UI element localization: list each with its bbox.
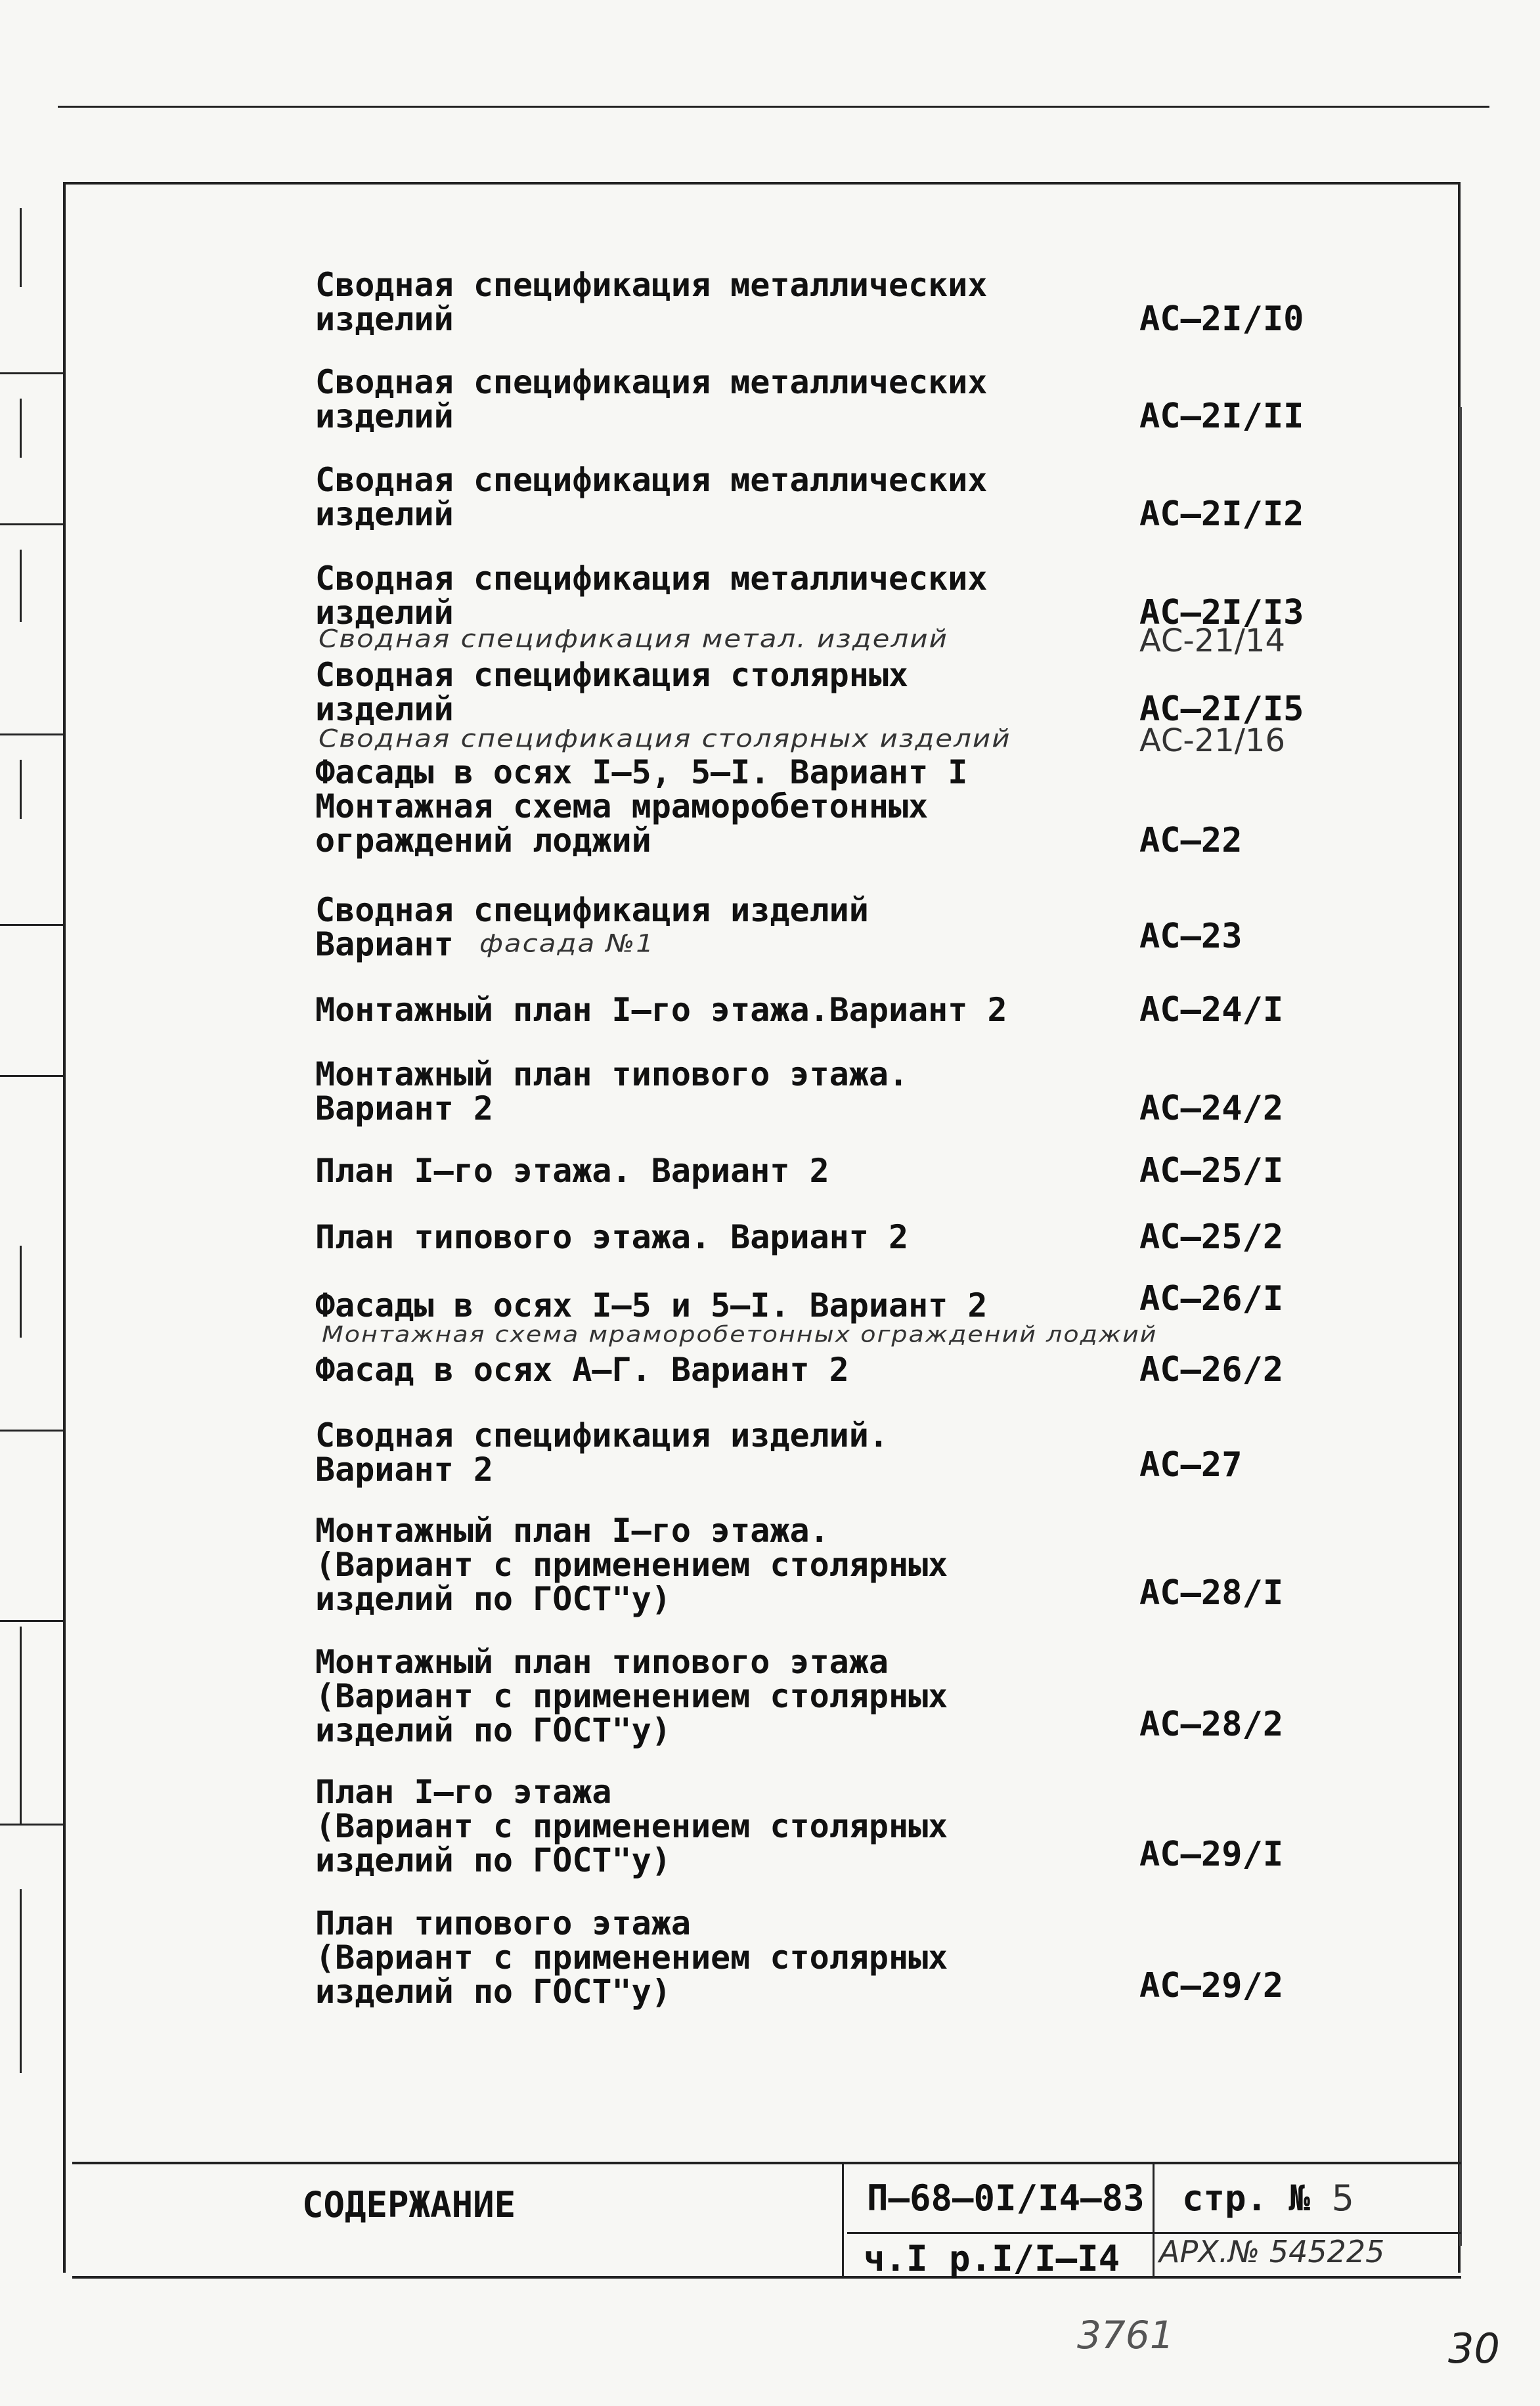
- entry-title: План типового этажа. Вариант 2: [315, 1218, 909, 1256]
- entry-code: АС–24/I: [1139, 990, 1284, 1030]
- document-code: П–68–0I/I4–83: [867, 2177, 1145, 2219]
- page-label: стр. №: [1182, 2177, 1311, 2219]
- list-item: [315, 1418, 1458, 1487]
- entry-title: Фасады в осях I–5 и 5–I. Вариант 2: [315, 1286, 988, 1324]
- entry-code: АС–27: [1139, 1445, 1243, 1485]
- list-item: [315, 561, 1458, 630]
- list-item: [315, 266, 1458, 339]
- title-block-divider: [1153, 2164, 1155, 2276]
- list-item: [315, 1906, 1458, 2009]
- entry-code: АС–2I/I5: [1139, 689, 1304, 729]
- entry-title: План типового этажа (Вариант с применением столярных изделий по ГОСТ"у): [315, 1904, 948, 2011]
- list-item: [315, 1514, 1458, 1616]
- entry-title: Монтажный план I–го этажа.Вариант 2: [315, 991, 1007, 1029]
- entry-code: АС–28/I: [1139, 1573, 1284, 1613]
- entry-title: Монтажный план I–го этажа. (Вариант с применением столярных изделий по ГОСТ"у): [315, 1512, 948, 1618]
- entry-code: АС–2I/II: [1139, 397, 1304, 436]
- entry-title: Сводная спецификация изделий Вариант: [315, 891, 869, 963]
- page-number: [1182, 2177, 1354, 2219]
- entry-title: Сводная спецификация металлических изделий: [315, 461, 988, 533]
- list-item: [315, 656, 1458, 729]
- entry-code: АС–29/I: [1139, 1835, 1284, 1874]
- entry-title: Сводная спецификация металлических изделий: [315, 363, 988, 435]
- handwritten-code: АС-21/14: [1139, 623, 1285, 659]
- list-item: [315, 1279, 1458, 1324]
- entry-title: Сводная спецификация металлических изделий: [315, 266, 988, 338]
- document-part: ч.I р.I/I–I4: [864, 2238, 1120, 2279]
- entry-title: Сводная спецификация столярных изделий: [315, 656, 909, 728]
- entry-code: АС–24/2: [1139, 1089, 1284, 1128]
- handwritten-note: Сводная спецификация столярных изделий: [319, 724, 1011, 753]
- entry-code: АС–25/I: [1139, 1151, 1284, 1191]
- title-block-divider: [842, 2164, 844, 2276]
- entry-title: План I–го этажа (Вариант с применением столярных изделий по ГОСТ"у): [315, 1773, 948, 1879]
- entry-code: АС–26/2: [1139, 1350, 1284, 1389]
- handwritten-code: АС-21/16: [1139, 722, 1285, 759]
- entry-code: АС–22: [1139, 821, 1243, 860]
- entry-title: Монтажный план типового этажа (Вариант с применением столярных изделий по ГОСТ"у): [315, 1643, 948, 1749]
- entry-code: АС–2I/I0: [1139, 299, 1304, 339]
- entry-code: АС–26/I: [1139, 1279, 1284, 1319]
- list-item: [315, 461, 1458, 534]
- list-item: [315, 755, 1458, 858]
- title-block: [72, 2162, 1461, 2279]
- entry-code: АС–28/2: [1139, 1705, 1284, 1744]
- list-item: [315, 1151, 1458, 1191]
- list-item: [315, 1217, 1458, 1257]
- handwritten-note: Сводная спецификация метал. изделий: [319, 624, 948, 653]
- handwritten-stamp-number: 3761: [1077, 2313, 1174, 2357]
- entry-title: Монтажный план типового этажа. Вариант 2: [315, 1055, 909, 1127]
- entry-title: Сводная спецификация металлических изделий: [315, 559, 988, 632]
- document-title: СОДЕРЖАНИЕ: [302, 2184, 516, 2225]
- handwritten-note: Монтажная схема мраморобетонных ограждений лоджий: [322, 1321, 1158, 1347]
- entry-code: АС–25/2: [1139, 1217, 1284, 1257]
- archive-number: АРХ.№ 545225: [1159, 2234, 1385, 2269]
- entry-title: Фасады в осях I–5, 5–I. Вариант I Монтажная схема мраморобетонных ограждений лоджий: [315, 753, 968, 860]
- list-item: [315, 1775, 1458, 1877]
- entry-code: АС–29/2: [1139, 1966, 1284, 2005]
- page-value: 5: [1331, 2177, 1354, 2219]
- list-item: [315, 1350, 1458, 1389]
- list-item: [315, 363, 1458, 436]
- list-item: [315, 990, 1458, 1030]
- entry-code: АС–2I/I3: [1139, 593, 1304, 632]
- entry-title: План I–го этажа. Вариант 2: [315, 1152, 829, 1190]
- entry-title: Сводная спецификация изделий. Вариант 2: [315, 1416, 889, 1489]
- entry-code: АС–2I/I2: [1139, 494, 1304, 534]
- list-item: [315, 1057, 1458, 1126]
- entry-title: Фасад в осях А–Г. Вариант 2: [315, 1351, 849, 1389]
- list-item: [315, 1645, 1458, 1747]
- sheet-number: 30: [1448, 2325, 1500, 2373]
- entry-code: АС–23: [1139, 917, 1243, 956]
- handwritten-note: фасада №1: [479, 929, 655, 958]
